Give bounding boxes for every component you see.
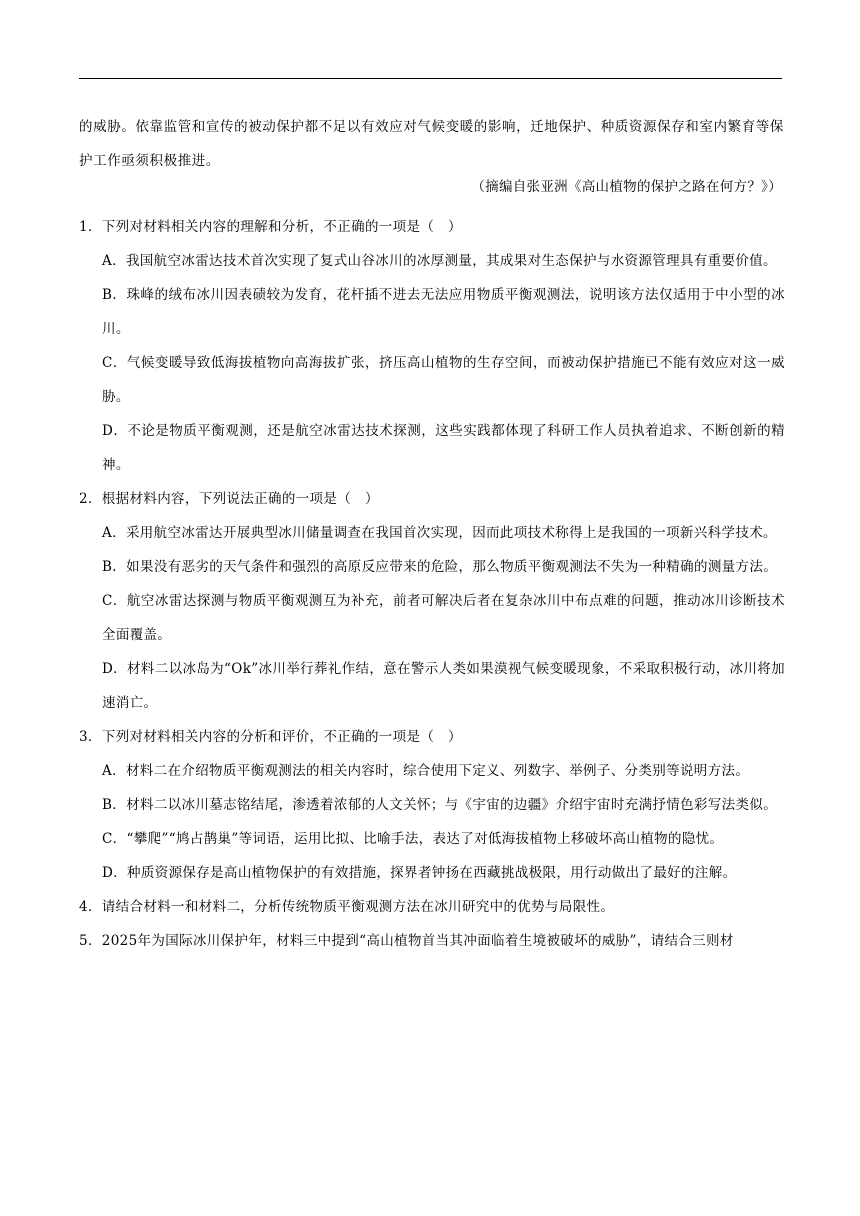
question-3	[79, 720, 785, 890]
option-b: B．珠峰的绒布冰川因表碛较为发育，花杆插不进去无法应用物质平衡观测法，说明该方法仅适用于中小型的冰川。	[102, 287, 785, 337]
source-citation: （摘编自张亚洲《高山植物的保护之路在何方？》）	[471, 179, 782, 195]
option-c: C．航空冰雷达探测与物质平衡观测互为补充，前者可解决后者在复杂冰川中布点难的问题，推动冰川诊断技术全面覆盖。	[102, 593, 785, 643]
questions	[79, 210, 785, 958]
intro-paragraph	[79, 110, 784, 178]
question-stem: 3．下列对材料相关内容的分析和评价，不正确的一项是（ ）	[79, 729, 462, 745]
option-a: A．材料二在介绍物质平衡观测法的相关内容时，综合使用下定义、列数字、举例子、分类别等说明方法。	[102, 763, 750, 779]
question-stem: 2．根据材料内容，下列说法正确的一项是（ ）	[79, 491, 379, 507]
option-d: D．材料二以冰岛为“Ok”冰川举行葬礼作结，意在警示人类如果漠视气候变暖现象，不采取积极行动，冰川将加速消亡。	[102, 661, 785, 711]
option-a: A．采用航空冰雷达开展典型冰川储量调查在我国首次实现，因而此项技术称得上是我国的一项新兴科学技术。	[102, 525, 777, 541]
question-1	[79, 210, 785, 482]
question-2	[79, 482, 785, 720]
option-b: B．材料二以冰川墓志铭结尾，渗透着浓郁的人文关怀；与《宇宙的边疆》介绍宇宙时充满抒情色彩写法类似。	[102, 797, 778, 813]
header-rule	[79, 78, 782, 79]
option-b: B．如果没有恶劣的天气条件和强烈的高原反应带来的危险，那么物质平衡观测法不失为一种精确的测量方法。	[102, 559, 778, 575]
question-stem: 5．2025年为国际冰川保护年，材料三中提到“高山植物首当其冲面临着生境被破坏的威胁”，请结合三则材	[79, 933, 734, 949]
option-d: D．不论是物质平衡观测，还是航空冰雷达技术探测，这些实践都体现了科研工作人员执着追求、不断创新的精神。	[102, 423, 785, 473]
intro-text: 的威胁。依靠监管和宣传的被动保护都不足以有效应对气候变暖的影响，迁地保护、种质资源保存和室内繁育等保护工作亟须积极推进。	[79, 119, 784, 169]
option-c: C．气候变暖导致低海拔植物向高海拔扩张，挤压高山植物的生存空间，而被动保护措施已不能有效应对这一威胁。	[102, 355, 785, 405]
option-a: A．我国航空冰雷达技术首次实现了复式山谷冰川的冰厚测量，其成果对生态保护与水资源管理具有重要价值。	[102, 253, 777, 269]
question-4	[79, 890, 785, 924]
question-stem: 4．请结合材料一和材料二，分析传统物质平衡观测方法在冰川研究中的优势与局限性。	[79, 899, 615, 915]
option-d: D．种质资源保存是高山植物保护的有效措施，探界者钟扬在西藏挑战极限，用行动做出了最好的注解。	[102, 865, 737, 881]
option-c: C．“攀爬”“鸠占鹊巢”等词语，运用比拟、比喻手法，表达了对低海拔植物上移破坏高山植物的隐忧。	[102, 831, 724, 847]
question-5	[79, 924, 785, 958]
question-stem: 1．下列对材料相关内容的理解和分析，不正确的一项是（ ）	[79, 219, 462, 235]
